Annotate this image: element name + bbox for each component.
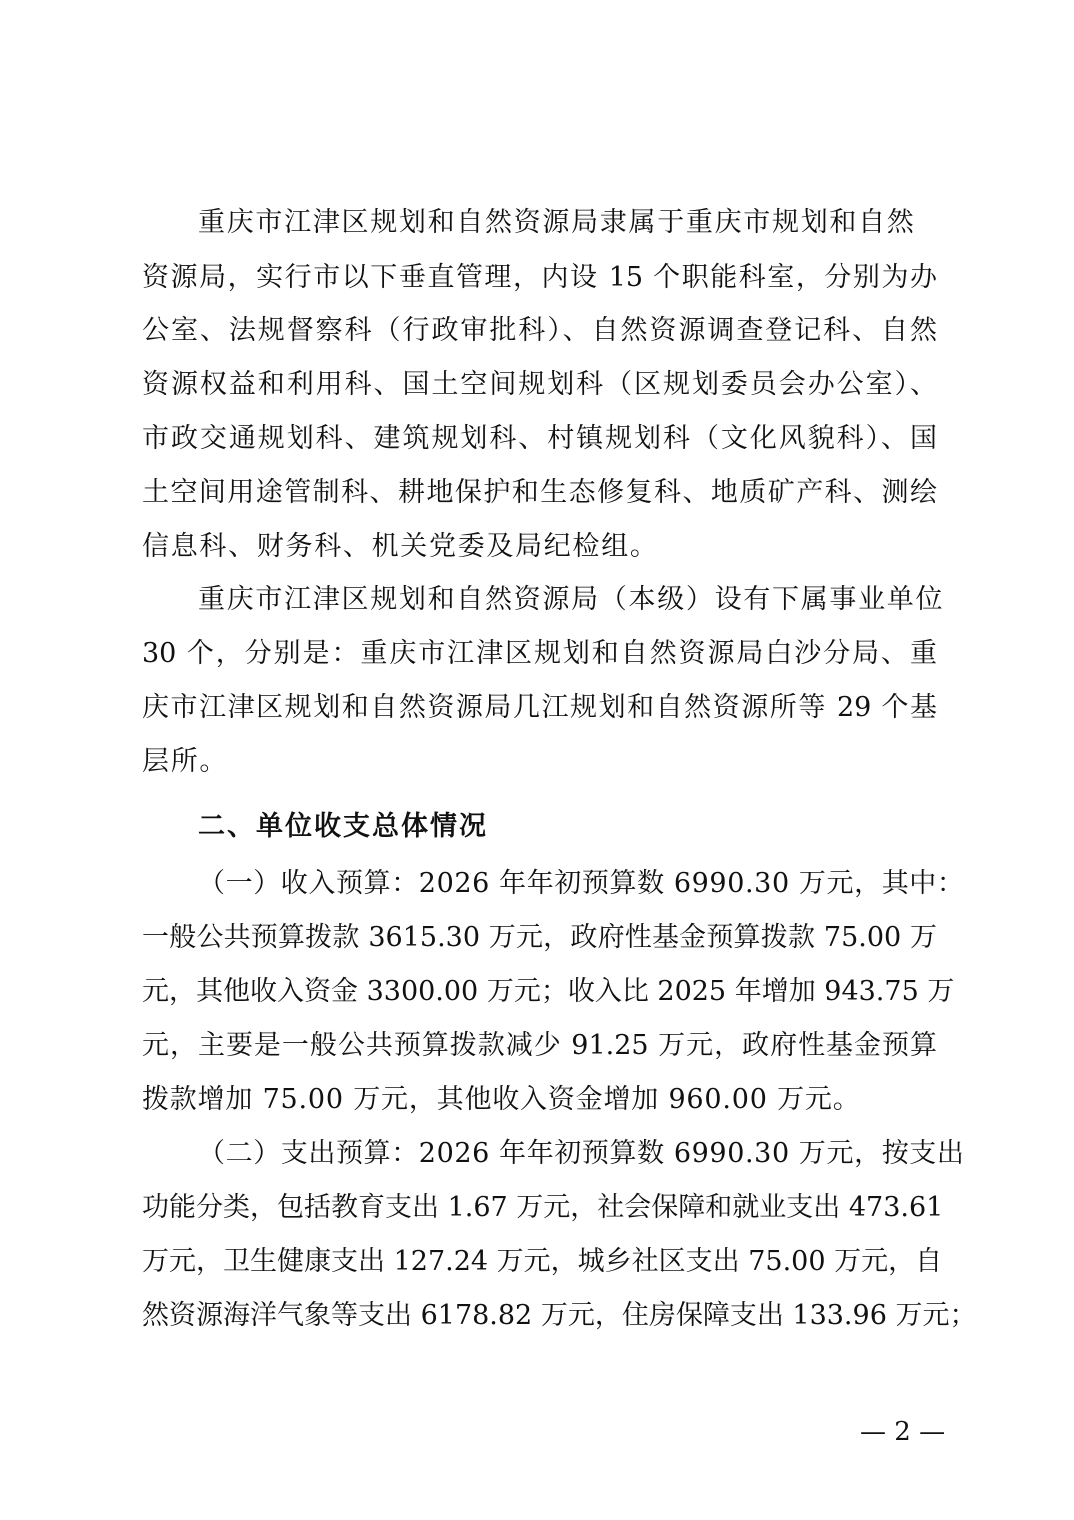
text-line: （一）收入预算：2026 年年初预算数 6990.30 万元，其中： [198, 868, 965, 899]
text-line: 元，其他收入资金 3300.00 万元；收入比 2025 年增加 943.75 万 [142, 976, 955, 1007]
text-line: 资源局，实行市以下垂直管理，内设 15 个职能科室，分别为办 [142, 262, 937, 293]
text-line: 资源权益和利用科、国土空间规划科（区规划委员会办公室）、 [142, 369, 937, 400]
page-number: — 2 — [860, 1417, 946, 1447]
text-line: 功能分类，包括教育支出 1.67 万元，社会保障和就业支出 473.61 [142, 1192, 944, 1223]
text-line: 信息科、财务科、机关党委及局纪检组。 [142, 531, 659, 562]
text-line: 层所。 [142, 746, 229, 777]
text-line: 一般公共预算拨款 3615.30 万元，政府性基金预算拨款 75.00 万 [142, 922, 937, 953]
text-line: 30 个，分别是：重庆市江津区规划和自然资源局白沙分局、重 [142, 638, 937, 669]
text-line: 重庆市江津区规划和自然资源局隶属于重庆市规划和自然 [198, 207, 916, 238]
text-line: 市政交通规划科、建筑规划科、村镇规划科（文化风貌科）、国 [142, 423, 937, 454]
text-line: 拨款增加 75.00 万元，其他收入资金增加 960.00 万元。 [142, 1084, 861, 1115]
text-line: （二）支出预算：2026 年年初预算数 6990.30 万元，按支出 [198, 1138, 965, 1169]
text-line: 万元，卫生健康支出 127.24 万元，城乡社区支出 75.00 万元，自 [142, 1246, 943, 1277]
text-line: 然资源海洋气象等支出 6178.82 万元，住房保障支出 133.96 万元； [142, 1300, 977, 1331]
section-heading: 二、单位收支总体情况 [198, 811, 488, 842]
text-line: 土空间用途管制科、耕地保护和生态修复科、地质矿产科、测绘 [142, 477, 937, 508]
text-line: 重庆市江津区规划和自然资源局（本级）设有下属事业单位 [198, 584, 945, 615]
text-line: 元，主要是一般公共预算拨款减少 91.25 万元，政府性基金预算 [142, 1030, 937, 1061]
text-line: 庆市江津区规划和自然资源局几江规划和自然资源所等 29 个基 [142, 692, 937, 723]
text-line: 公室、法规督察科（行政审批科）、自然资源调查登记科、自然 [142, 315, 937, 346]
